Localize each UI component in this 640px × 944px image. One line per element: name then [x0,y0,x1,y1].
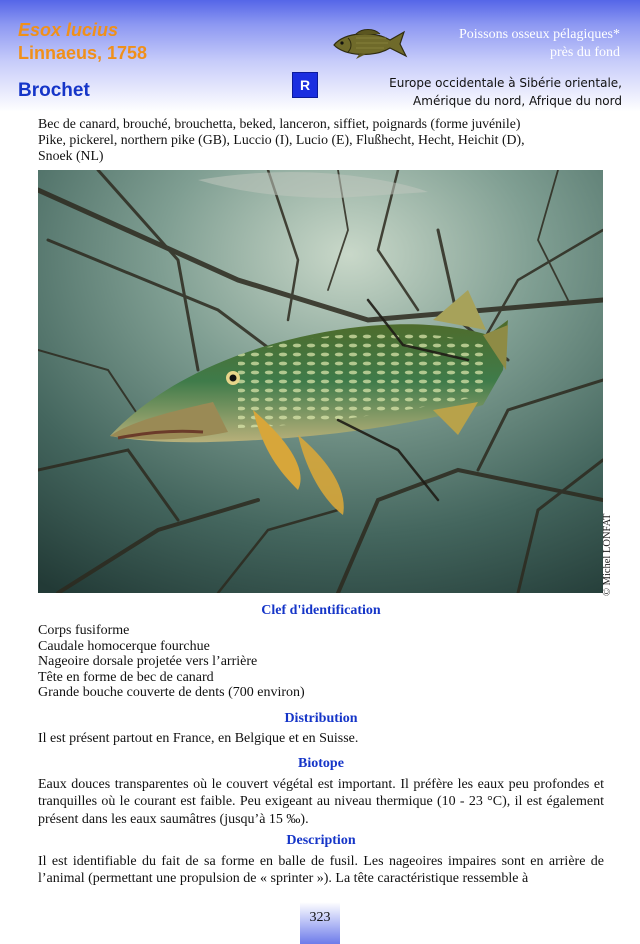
photo-credit-text: © Michel LONFAT [602,513,613,596]
carp-fish-icon [326,26,410,60]
common-name: Brochet [18,80,90,101]
identification-heading: Clef d'identification [261,603,381,618]
page-number: 323 [309,910,331,925]
scientific-name: Esox lucius [18,20,119,40]
vernacular-line-3: Snoek (NL) [38,148,104,163]
distribution-heading: Distribution [284,711,358,726]
vernacular-line-1: Bec de canard, brouché, brouchetta, beked, lanceron, siffiet, poignards (forme juvénile) [38,116,521,131]
list-item: Corps fusiforme [38,623,130,638]
geographic-range [389,74,622,110]
pike-underwater-illustration [38,170,603,593]
description-text: Il est identifiable du fait de sa forme en balle de fusil. Les nageoires impaires sont en arrière de l’animal (permettant une propulsion de « sprinter »). La tête caractéristique ressemble à [38,854,604,887]
biotope-heading: Biotope [298,756,344,771]
identification-list [38,623,604,701]
distribution-text: Il est présent partout en France, en Belgique et en Suisse. [38,731,359,746]
list-item: Tête en forme de bec de canard [38,669,214,685]
range-line-1: Europe occidentale à Sibérie orientale, [389,76,622,90]
range-line-2: Amérique du nord, Afrique du nord [413,94,622,108]
pike-photo [38,170,603,593]
page-number-tab [300,902,340,944]
biotope-text: Eaux douces transparentes où le couvert végétal est important. Il préfère les eaux peu profondes et tranquilles où le courant est faible. Peu exigeant au niveau thermique (10 - 23 °C), il est également présent dans les eaux saumâtres (jusqu’à 15 ‰). [38,777,604,827]
list-item: Grande bouche couverte de dents (700 environ) [38,685,305,701]
habitat-line-2: près du fond [550,45,620,60]
status-badge: R [292,72,318,98]
vernacular-line-2: Pike, pickerel, northern pike (GB), Luccio (I), Lucio (E), Flußhecht, Hecht, Heichit (D), [38,132,525,147]
list-item: Caudale homocerque fourchue [38,638,210,654]
vernacular-names [38,116,604,164]
habitat-label [459,26,620,62]
description-heading: Description [286,833,356,848]
species-authority: Linnaeus, 1758 [18,43,148,63]
habitat-line-1: Poissons osseux pélagiques* [459,27,620,42]
list-item: Nageoire dorsale projetée vers l’arrière [38,654,258,670]
